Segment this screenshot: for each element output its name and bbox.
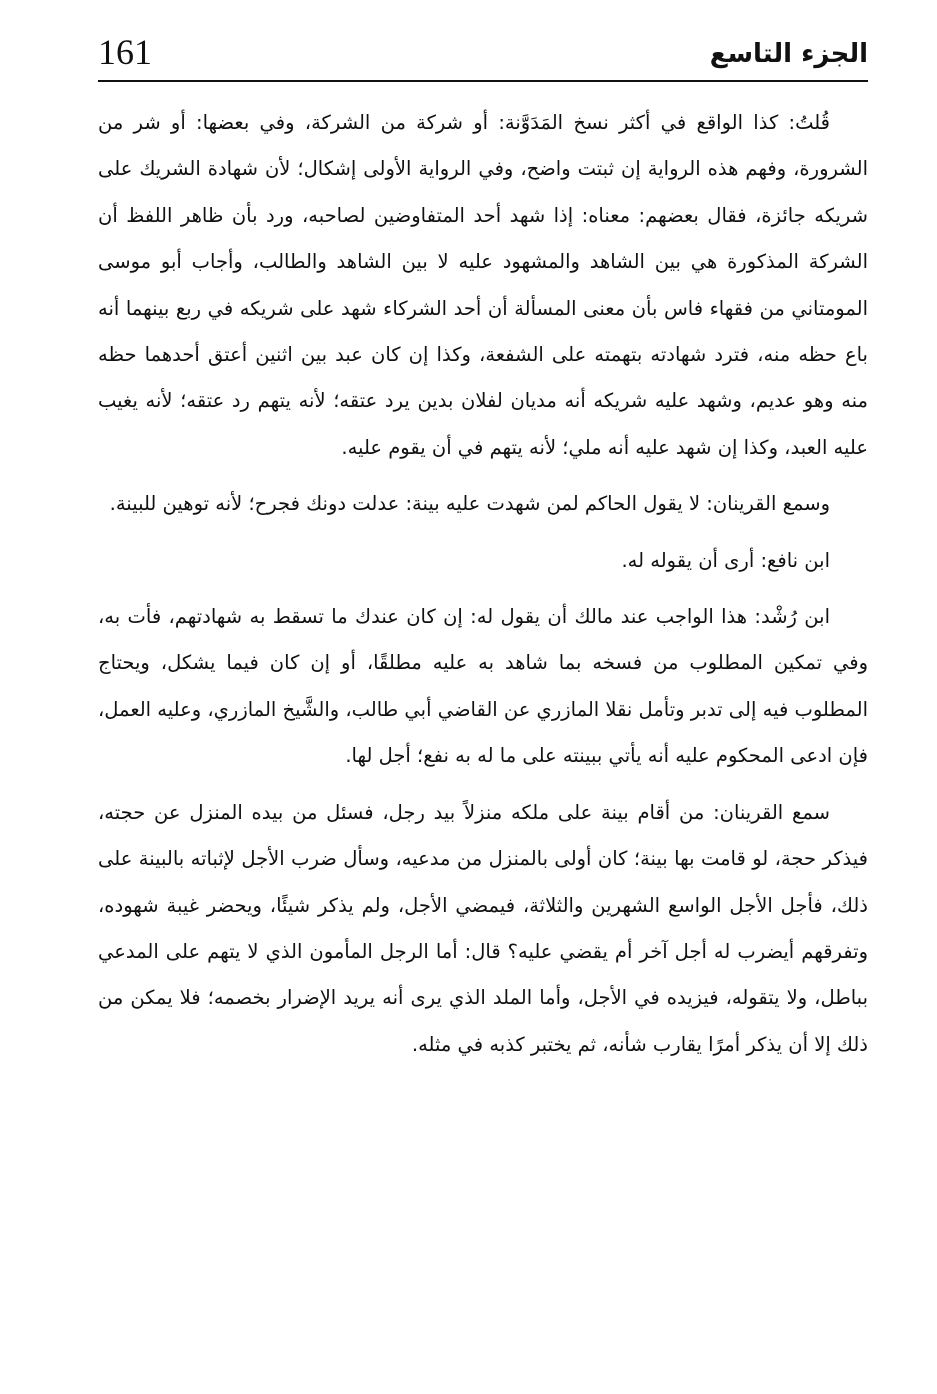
paragraph-2: وسمع القرينان: لا يقول الحاكم لمن شهدت عليه بينة: عدلت دونك فجرح؛ لأنه توهين للبينة. <box>109 492 830 516</box>
paragraph-3: ابن نافع: أرى أن يقوله له. <box>621 548 830 572</box>
paragraph-1: قُلتُ: كذا الواقع في أكثر نسخ المَدَوَّنة: أو شركة من الشركة، وفي بعضها: أو شر من الشرورة، وفهم هذه الرواية إن ثبتت واضح، وفي الرواية الأولى إشكال؛ لأن شهادة الشريك على شريكه جائزة، فقال بعضهم: معناه: إذا شهد أحد المتفاوضين لصاحبه، ورد بأن ظاهر اللفظ أن الشركة المذكورة هي بين الشاهد والمشهود عليه لا بين الشاهد والطالب، وأجاب أبو موسى المومتاني من فقهاء فاس بأن معنى المسألة أن أحد الشركاء شهد على شريكه في ربع بينهما أنه باع حظه منه، فترد شهادته بتهمته على الشفعة، وكذا إن كان عبد بين اثنين أعتق أحدهما حظه منه وهو عديم، وشهد عليه شريكه أنه مديان لفلان بدين يرد عتقه؛ لأنه يتهم رد عتقه؛ لأنه يغيب عليه العبد، وكذا إن شهد عليه أنه ملي؛ لأنه يتهم في أن يقوم عليه. <box>98 111 868 459</box>
page-header <box>98 26 868 76</box>
header-divider <box>98 80 868 82</box>
running-title: الجزء التاسع <box>709 39 868 69</box>
page-body <box>98 100 868 1078</box>
paragraph-4: ابن رُشْد: هذا الواجب عند مالك أن يقول له: إن كان عندك ما تسقط به شهادتهم، فأت به، وفي تمكين المطلوب من فسخه بما شاهد به عليه مطلقًا، أو إن كان فيما يشكل، ويحتاج المطلوب فيه إلى تدبر وتأمل نقلا المازري عن القاضي أبي طالب، والشَّيخ المازري، وعليه العمل، فإن ادعى المحكوم عليه أنه يأتي ببينته على ما له به نفع؛ أجل لها. <box>98 605 868 768</box>
page-number: 161 <box>98 32 152 72</box>
paragraph-5: سمع القرينان: من أقام بينة على ملكه منزلاً بيد رجل، فسئل من بيده المنزل عن حجته، فيذكر حجة، لو قامت بها بينة؛ كان أولى بالمنزل من مدعيه، وسأل ضرب الأجل لإثباته بالبينة على ذلك، فأجل الأجل الواسع الشهرين والثلاثة، فيمضي الأجل، ولم يذكر شيئًا، ويحضر غيبة شهوده، وتفرقهم أيضرب له أجل آخر أم يقضي عليه؟ قال: أما الرجل المأمون الذي لا يتهم على المدعي بباطل، ولا يتقوله، فيزيده في الأجل، وأما الملد الذي يرى أنه يريد الإضرار بخصمه؛ فلا يمكن من ذلك إلا أن يذكر أمرًا يقارب شأنه، ثم يختبر كذبه في مثله. <box>98 800 868 1056</box>
